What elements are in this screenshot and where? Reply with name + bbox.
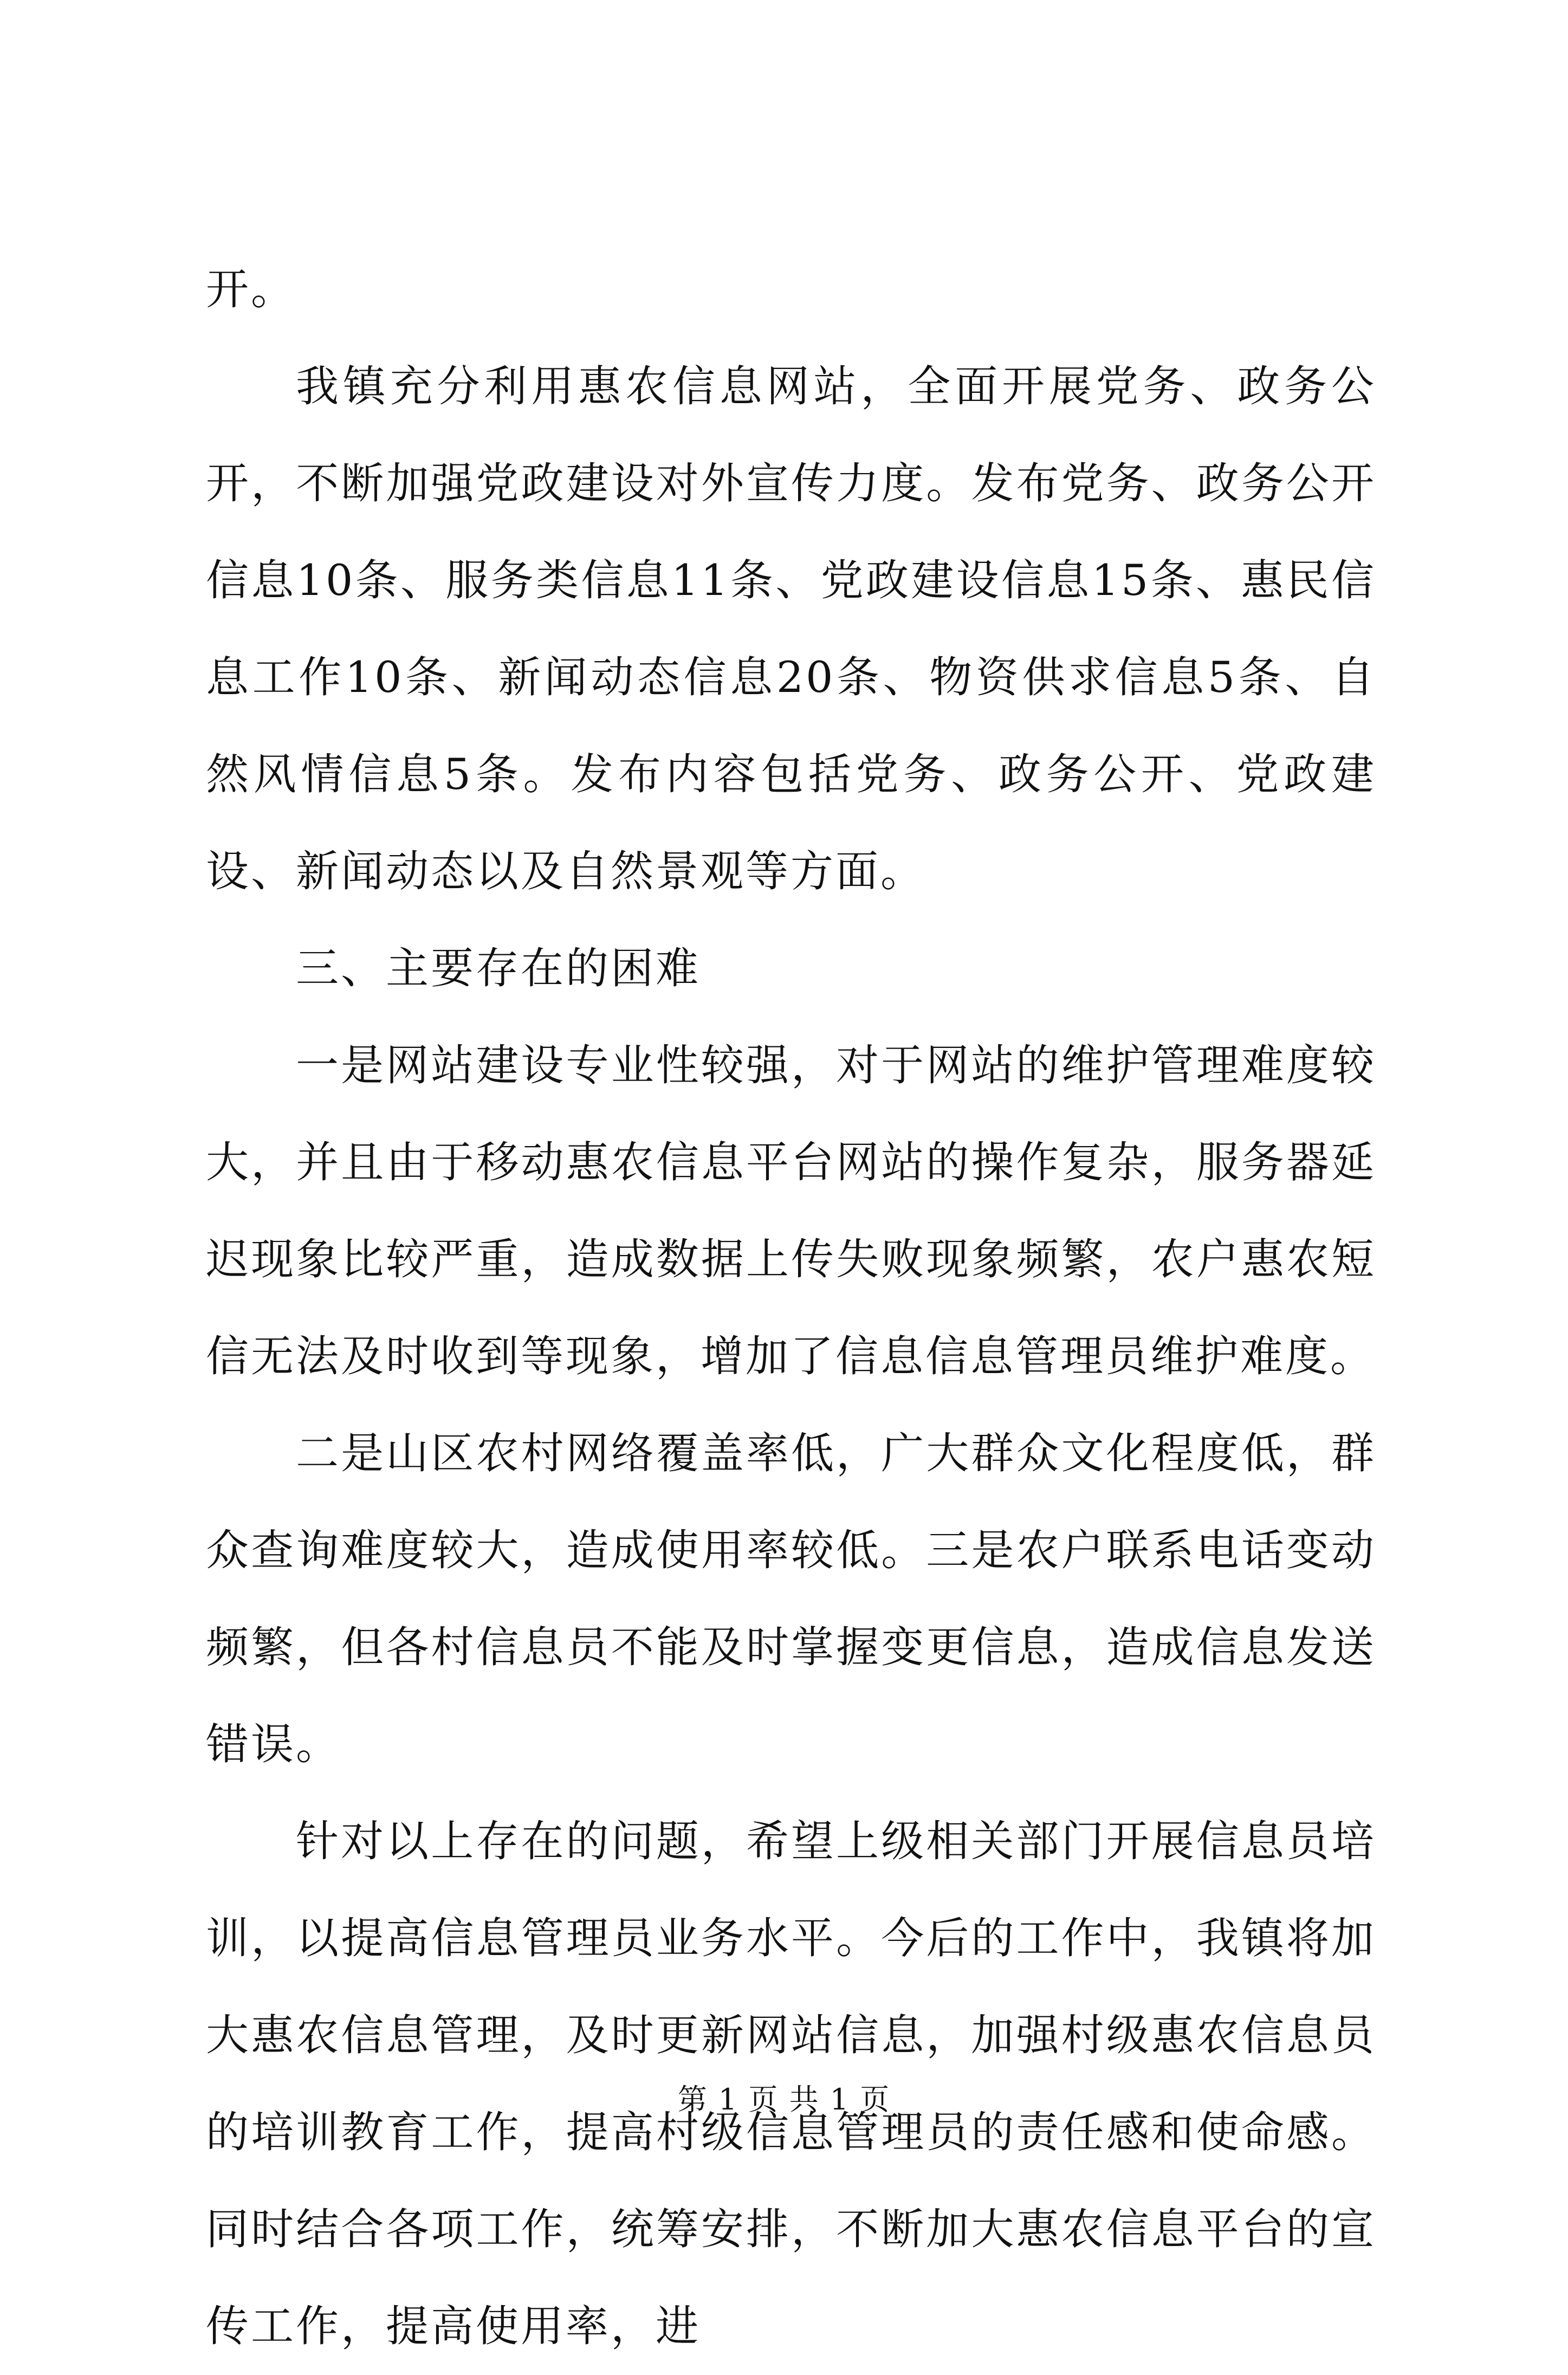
paragraph-suggestions: 针对以上存在的问题，希望上级相关部门开展信息员培训，以提高信息管理员业务水平。今后的工作中，我镇将加大惠农信息管理，及时更新网站信息，加强村级惠农信息员的培训教育工作，提高村级信息管理员的责任感和使命感。同时结合各项工作，统筹安排，不断加大惠农信息平台的宣传工作，提高使用率，进 [206,1816,1376,2351]
section-heading-difficulties: 三、主要存在的困难 [296,943,701,993]
paragraph-continuation: 开。 [206,264,296,314]
paragraph-difficulty-two-three: 二是山区农村网络覆盖率低，广大群众文化程度低，群众查询难度较大，造成使用率较低。三是农户联系电话变动频繁，但各村信息员不能及时掌握变更信息，造成信息发送错误。 [206,1428,1376,1769]
page-footer: 第 1 页 共 1 页 [677,2082,891,2117]
document-body [206,241,1376,2375]
paragraph-publicity: 我镇充分利用惠农信息网站，全面开展党务、政务公开，不断加强党政建设对外宣传力度。发布党务、政务公开信息10条、服务类信息11条、党政建设信息15条、惠民信息工作10条、新闻动态信息20条、物资供求信息5条、自然风情信息5条。发布内容包括党务、政务公开、党政建设、新闻动态以及自然景观等方面。 [206,361,1376,896]
paragraph-difficulty-one: 一是网站建设专业性较强，对于网站的维护管理难度较大，并且由于移动惠农信息平台网站的操作复杂，服务器延迟现象比较严重，造成数据上传失败现象频繁，农户惠农短信无法及时收到等现象，增加了信息信息管理员维护难度。 [206,1040,1376,1381]
